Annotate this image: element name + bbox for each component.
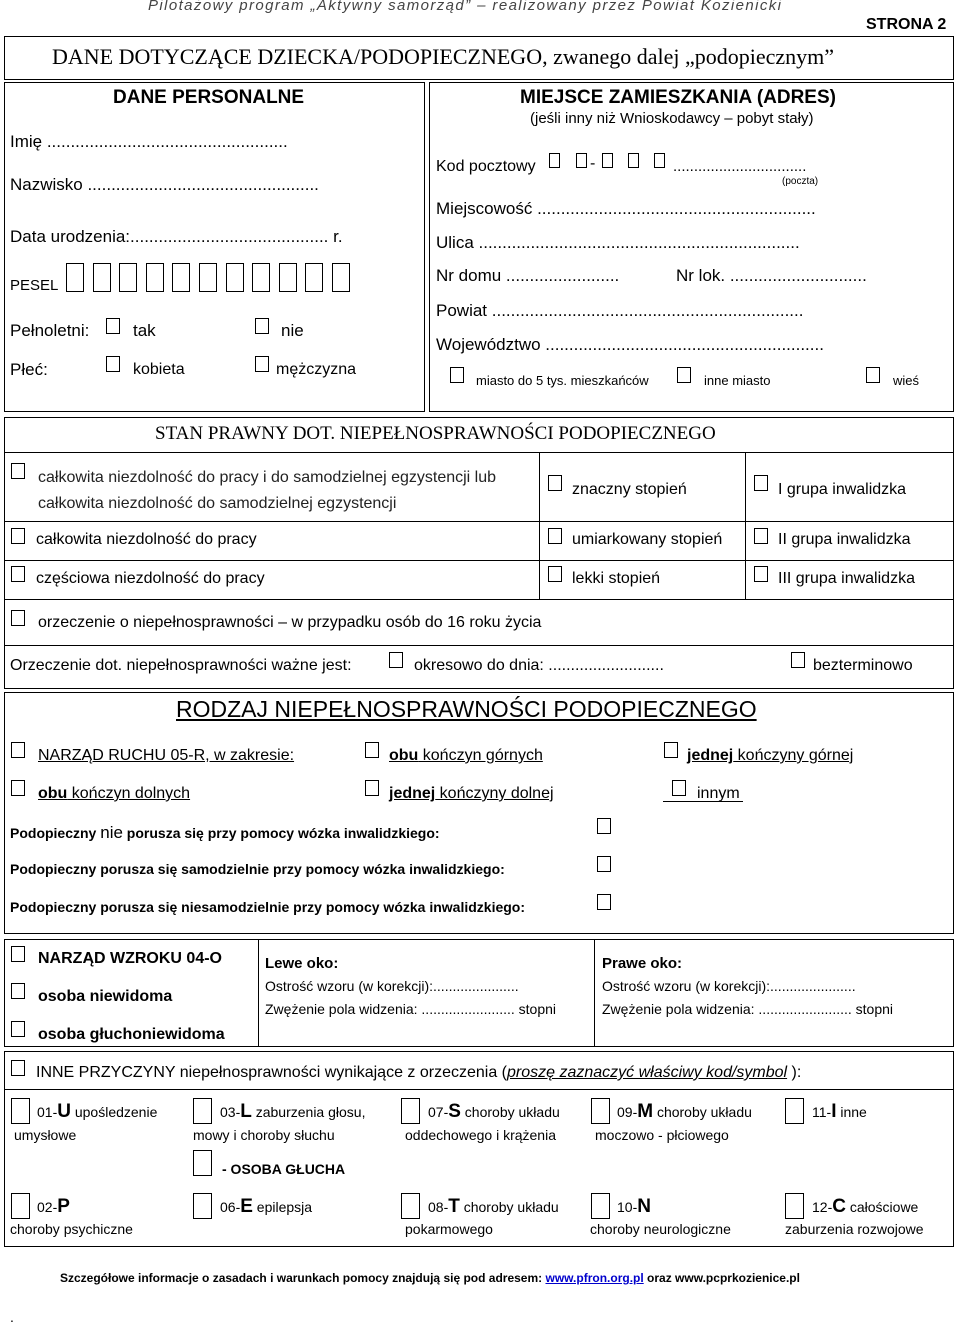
footer-oraz: oraz www.pcprkozienice.pl — [643, 1271, 800, 1285]
both-lower-bold: obu — [38, 785, 68, 802]
total-incapacity-checkbox[interactable] — [11, 463, 25, 479]
code-01-checkbox[interactable] — [11, 1098, 30, 1124]
wheelchair-no-b: nie — [100, 823, 123, 842]
one-upper-label — [687, 747, 853, 765]
pesel-input[interactable] — [66, 263, 366, 293]
both-lower-text: kończyn dolnych — [67, 785, 191, 802]
code-11-label — [812, 1101, 867, 1123]
wheelchair-self-checkbox[interactable] — [597, 856, 611, 872]
adult-yes-label: tak — [133, 321, 156, 340]
post-office-field[interactable]: ................................ — [673, 158, 807, 175]
one-upper-checkbox[interactable] — [664, 742, 678, 758]
one-lower-checkbox[interactable] — [365, 780, 379, 796]
code-01-text: upośledzenie — [70, 1104, 158, 1120]
pesel-digit-box[interactable] — [172, 263, 190, 292]
group-1-label: I grupa inwalidzka — [778, 481, 907, 498]
post-office-caption: (poczta) — [782, 176, 819, 187]
footer-dot: . — [10, 1309, 14, 1325]
code-12-text: całościowe — [845, 1199, 919, 1215]
pfron-link[interactable]: www.pfron.org.pl — [545, 1271, 644, 1285]
validity-label: Orzeczenie dot. niepełnosprawności ważne jest: — [10, 657, 352, 674]
other-causes-title-b: proszę zaznaczyć właściwy kod/symbol — [507, 1064, 788, 1081]
blind-label: osoba niewidoma — [38, 988, 173, 1005]
code-02-label-2: choroby psychiczne — [10, 1221, 133, 1237]
wheelchair-self-label: Podopieczny porusza się samodzielnie przy pomocy wózka inwalidzkiego: — [10, 861, 505, 877]
vision-organ-checkbox[interactable] — [11, 946, 25, 962]
blind-checkbox[interactable] — [11, 983, 25, 999]
postal-code-label: Kod pocztowy — [436, 158, 536, 175]
code-03-label — [220, 1101, 365, 1123]
birthdate-field[interactable]: Data urodzenia:.......................................... r. — [10, 227, 343, 246]
code-07-letter: S — [448, 1101, 461, 1122]
street-field[interactable]: Ulica .................................................................... — [436, 233, 800, 252]
mild-degree-checkbox[interactable] — [548, 566, 562, 582]
periodic-until-field[interactable]: okresowo do dnia: .......................... — [414, 657, 664, 674]
left-eye-field[interactable]: Zwężenie pola widzenia: ........................ stopni — [265, 1001, 557, 1017]
code-11-letter: I — [831, 1101, 837, 1122]
total-incapacity-label-2: całkowita niezdolność do samodzielnej egzystencji — [38, 495, 397, 512]
legal-divider-r3 — [5, 599, 953, 600]
code-12-num: 12- — [812, 1199, 833, 1215]
both-upper-label — [389, 747, 567, 765]
address-title: MIEJSCE ZAMIESZKANIA (ADRES) — [520, 87, 836, 108]
group-3-checkbox[interactable] — [754, 566, 768, 582]
both-lower-label — [38, 785, 190, 803]
left-eye-acuity[interactable]: Ostrość wzoru (w korekcji):...................... — [265, 978, 519, 994]
motor-organ-label: NARZĄD RUCHU 05-R, w zakresie: — [38, 747, 295, 764]
deafblind-checkbox[interactable] — [11, 1021, 25, 1037]
both-upper-text: kończyn górnych — [418, 747, 543, 764]
pesel-digit-box[interactable] — [119, 263, 137, 292]
code-12-letter: C — [832, 1196, 846, 1217]
deafblind-label: osoba głuchoniewidoma — [38, 1026, 225, 1043]
wheelchair-no-checkbox[interactable] — [597, 818, 611, 834]
one-upper-text: kończyny górnej — [733, 747, 854, 764]
province-field[interactable]: Województwo ........................................................... — [436, 335, 824, 354]
code-07-label-2: oddechowego i krążenia — [405, 1127, 556, 1143]
deaf-person-checkbox[interactable] — [193, 1150, 212, 1176]
legal-title: STAN PRAWNY DOT. NIEPEŁNOSPRAWNOŚCI PODOPIECZNEGO — [155, 423, 716, 444]
right-eye-field[interactable]: Zwężenie pola widzenia: ........................ stopni — [602, 1001, 894, 1017]
vision-organ-label: NARZĄD WZROKU 04-O — [38, 950, 222, 967]
sex-female-label: kobieta — [133, 361, 185, 378]
other-causes-title-a: INNE PRZYCZYNY niepełnosprawności wynikające z orzeczenia ( — [36, 1064, 507, 1081]
code-02-checkbox[interactable] — [11, 1193, 30, 1219]
code-08-checkbox[interactable] — [401, 1193, 420, 1219]
code-02-letter: P — [57, 1196, 70, 1217]
code-08-label — [428, 1196, 559, 1218]
vision-divider-2 — [594, 940, 595, 1046]
wheelchair-no-c: porusza się przy pomocy wózka inwalidzkiego: — [122, 825, 440, 841]
wheelchair-assisted-label: Podopieczny porusza się niesamodzielnie przy pomocy wózka inwalidzkiego: — [10, 899, 526, 915]
legal-divider-v2 — [745, 452, 746, 600]
code-09-letter: M — [637, 1101, 654, 1122]
village-checkbox[interactable] — [866, 367, 880, 383]
adult-yes-checkbox[interactable] — [106, 318, 120, 334]
group-2-checkbox[interactable] — [754, 528, 768, 544]
code-06-text: epilepsja — [252, 1199, 313, 1215]
code-11-checkbox[interactable] — [785, 1098, 804, 1124]
code-07-text: choroby układu — [460, 1104, 560, 1120]
town-other-checkbox[interactable] — [677, 367, 691, 383]
code-07-num: 07- — [428, 1104, 449, 1120]
one-lower-label — [389, 785, 554, 803]
both-upper-checkbox[interactable] — [365, 742, 379, 758]
code-03-text: zaburzenia głosu, — [251, 1104, 366, 1120]
sex-label: Płeć: — [10, 360, 48, 379]
sex-female-checkbox[interactable] — [106, 356, 120, 372]
adult-no-checkbox[interactable] — [255, 318, 269, 334]
village-label: wieś — [893, 373, 920, 388]
moderate-degree-checkbox[interactable] — [548, 528, 562, 544]
group-2-label: II grupa inwalidzka — [778, 531, 911, 548]
postal-digit-2[interactable] — [576, 153, 587, 168]
child-certificate-checkbox[interactable] — [11, 610, 25, 626]
legal-divider-v1 — [539, 452, 540, 600]
right-eye-acuity[interactable]: Ostrość wzoru (w korekcji):...................... — [602, 978, 856, 994]
code-11-text: inne — [836, 1104, 867, 1120]
partial-incapacity-label: częściowa niezdolność do pracy — [36, 570, 265, 587]
sex-male-checkbox[interactable] — [255, 356, 269, 372]
wheelchair-no-a: Podopieczny — [10, 825, 101, 841]
periodic-checkbox[interactable] — [389, 652, 403, 668]
code-10-num: 10- — [617, 1199, 638, 1215]
code-08-letter: T — [448, 1196, 460, 1217]
kind-box — [4, 692, 954, 934]
code-09-checkbox[interactable] — [591, 1098, 610, 1124]
child-certificate-label: orzeczenie o niepełnosprawności – w przypadku osób do 16 roku życia — [38, 614, 542, 631]
imie-field[interactable]: Imię ................................................... — [10, 132, 288, 151]
code-06-checkbox[interactable] — [193, 1193, 212, 1219]
partial-incapacity-checkbox[interactable] — [11, 566, 25, 582]
postal-digit-5[interactable] — [654, 153, 665, 168]
town-other-label: inne miasto — [704, 373, 771, 388]
code-10-letter: N — [637, 1196, 651, 1217]
work-incapacity-label: całkowita niezdolność do pracy — [36, 531, 257, 548]
code-08-num: 08- — [428, 1199, 449, 1215]
moderate-degree-label: umiarkowany stopień — [572, 531, 723, 548]
postal-digit-3[interactable] — [602, 153, 613, 168]
legal-divider-top — [5, 452, 953, 453]
significant-degree-checkbox[interactable] — [548, 475, 562, 491]
code-10-checkbox[interactable] — [591, 1193, 610, 1219]
code-09-num: 09- — [617, 1104, 638, 1120]
code-12-label — [812, 1196, 918, 1218]
sex-male-label: mężczyzna — [276, 361, 357, 378]
indefinite-checkbox[interactable] — [791, 652, 805, 668]
code-08-label-2: pokarmowego — [405, 1221, 493, 1237]
footer-info: Szczegółowe informacje o zasadach i warunkach pomocy znajdują się pod adresem: — [60, 1271, 546, 1285]
one-lower-bold: jednej — [389, 785, 436, 802]
both-lower-checkbox[interactable] — [11, 780, 25, 796]
personal-title: DANE PERSONALNE — [113, 87, 305, 108]
pesel-digit-box[interactable] — [199, 263, 217, 292]
other-limb-label: innym — [697, 785, 740, 802]
postal-dash: - — [590, 155, 596, 172]
one-upper-bold: jednej — [687, 747, 734, 764]
page-label: STRONA 2 — [866, 16, 947, 33]
town-small-checkbox[interactable] — [450, 367, 464, 383]
postal-digit-4[interactable] — [628, 153, 639, 168]
other-causes-checkbox[interactable] — [11, 1060, 25, 1076]
deaf-person-label: - OSOBA GŁUCHA — [222, 1161, 346, 1177]
one-lower-text: kończyny dolnej — [435, 785, 554, 802]
town-small-label: miasto do 5 tys. mieszkańców — [476, 373, 649, 388]
code-11-num: 11- — [812, 1104, 832, 1120]
pesel-digit-box[interactable] — [66, 263, 84, 292]
group-1-checkbox[interactable] — [754, 475, 768, 491]
code-01-label — [37, 1101, 157, 1123]
pesel-digit-box[interactable] — [252, 263, 270, 292]
motor-organ-checkbox[interactable] — [11, 742, 25, 758]
code-12-checkbox[interactable] — [785, 1193, 804, 1219]
code-03-letter: L — [240, 1101, 252, 1122]
other-causes-title-c: ): — [787, 1064, 802, 1081]
kind-title: RODZAJ NIEPEŁNOSPRAWNOŚCI PODOPIECZNEGO — [176, 696, 757, 722]
pesel-digit-box[interactable] — [226, 263, 244, 292]
code-10-label — [617, 1196, 651, 1218]
code-12-label-2: zaburzenia rozwojowe — [785, 1221, 924, 1237]
code-03-checkbox[interactable] — [193, 1098, 212, 1124]
pesel-label: PESEL — [10, 277, 59, 294]
postal-digit-1[interactable] — [549, 153, 560, 168]
code-10-label-2: choroby neurologiczne — [590, 1221, 731, 1237]
wheelchair-no-label — [10, 823, 440, 843]
program-header: Pilotażowy program „Aktywny samorząd” – realizowany przez Powiat Kozienicki — [148, 0, 783, 14]
wheelchair-assisted-checkbox[interactable] — [597, 894, 611, 910]
code-07-label — [428, 1101, 560, 1123]
group-3-label: III grupa inwalidzka — [778, 570, 915, 587]
pesel-digit-box[interactable] — [146, 263, 164, 292]
address-subtitle: (jeśli inny niż Wnioskodawcy – pobyt stały) — [530, 110, 814, 127]
both-upper-bold: obu — [389, 747, 419, 764]
footer-text — [60, 1271, 800, 1285]
code-03-label-2: mowy i choroby słuchu — [193, 1127, 335, 1143]
other-causes-divider — [5, 1089, 953, 1090]
code-07-checkbox[interactable] — [401, 1098, 420, 1124]
work-incapacity-checkbox[interactable] — [11, 528, 25, 544]
legal-divider-r1 — [5, 521, 953, 522]
adult-label: Pełnoletni: — [10, 321, 90, 340]
section-title: DANE DOTYCZĄCE DZIECKA/PODOPIECZNEGO, zwanego dalej „podopiecznym” — [52, 44, 835, 69]
nazwisko-field[interactable]: Nazwisko ................................................. — [10, 175, 319, 194]
code-06-letter: E — [240, 1196, 253, 1217]
code-06-label — [220, 1196, 312, 1218]
other-limb-checkbox[interactable] — [672, 780, 686, 796]
mild-degree-label: lekki stopień — [572, 570, 661, 587]
significant-degree-label: znaczny stopień — [572, 481, 687, 498]
legal-status-box — [4, 417, 954, 689]
code-01-letter: U — [57, 1101, 71, 1122]
pesel-digit-box[interactable] — [279, 263, 297, 292]
legal-divider-r2 — [5, 560, 953, 561]
code-09-text: choroby układu — [653, 1104, 752, 1120]
code-09-label-2: moczowo - płciowego — [595, 1127, 729, 1143]
county-field[interactable]: Powiat .................................................................. — [436, 301, 804, 320]
right-eye-title: Prawe oko: — [602, 955, 683, 972]
code-09-label — [617, 1101, 752, 1123]
code-01-label-2: umysłowe — [14, 1127, 77, 1143]
pesel-digit-box[interactable] — [93, 263, 111, 292]
code-02-label — [37, 1196, 70, 1218]
adult-no-label: nie — [281, 321, 304, 340]
total-incapacity-label-1: całkowita niezdolność do pracy i do samodzielnej egzystencji lub — [38, 469, 497, 486]
code-08-text: choroby układu — [459, 1199, 559, 1215]
left-eye-title: Lewe oko: — [265, 955, 339, 972]
vision-divider-1 — [258, 940, 259, 1046]
code-03-num: 03- — [220, 1104, 241, 1120]
indefinite-label: bezterminowo — [813, 657, 913, 674]
other-causes-title — [36, 1064, 801, 1082]
house-number-field[interactable]: Nr domu ........................ — [436, 266, 620, 285]
flat-number-field[interactable]: Nr lok. ............................. — [676, 266, 867, 285]
city-field[interactable]: Miejscowość ........................................................... — [436, 199, 816, 218]
code-02-num: 02- — [37, 1199, 58, 1215]
pesel-digit-box[interactable] — [332, 263, 350, 292]
legal-divider-r4 — [5, 645, 953, 646]
code-06-num: 06- — [220, 1199, 241, 1215]
pesel-digit-box[interactable] — [305, 263, 323, 292]
code-01-num: 01- — [37, 1104, 58, 1120]
